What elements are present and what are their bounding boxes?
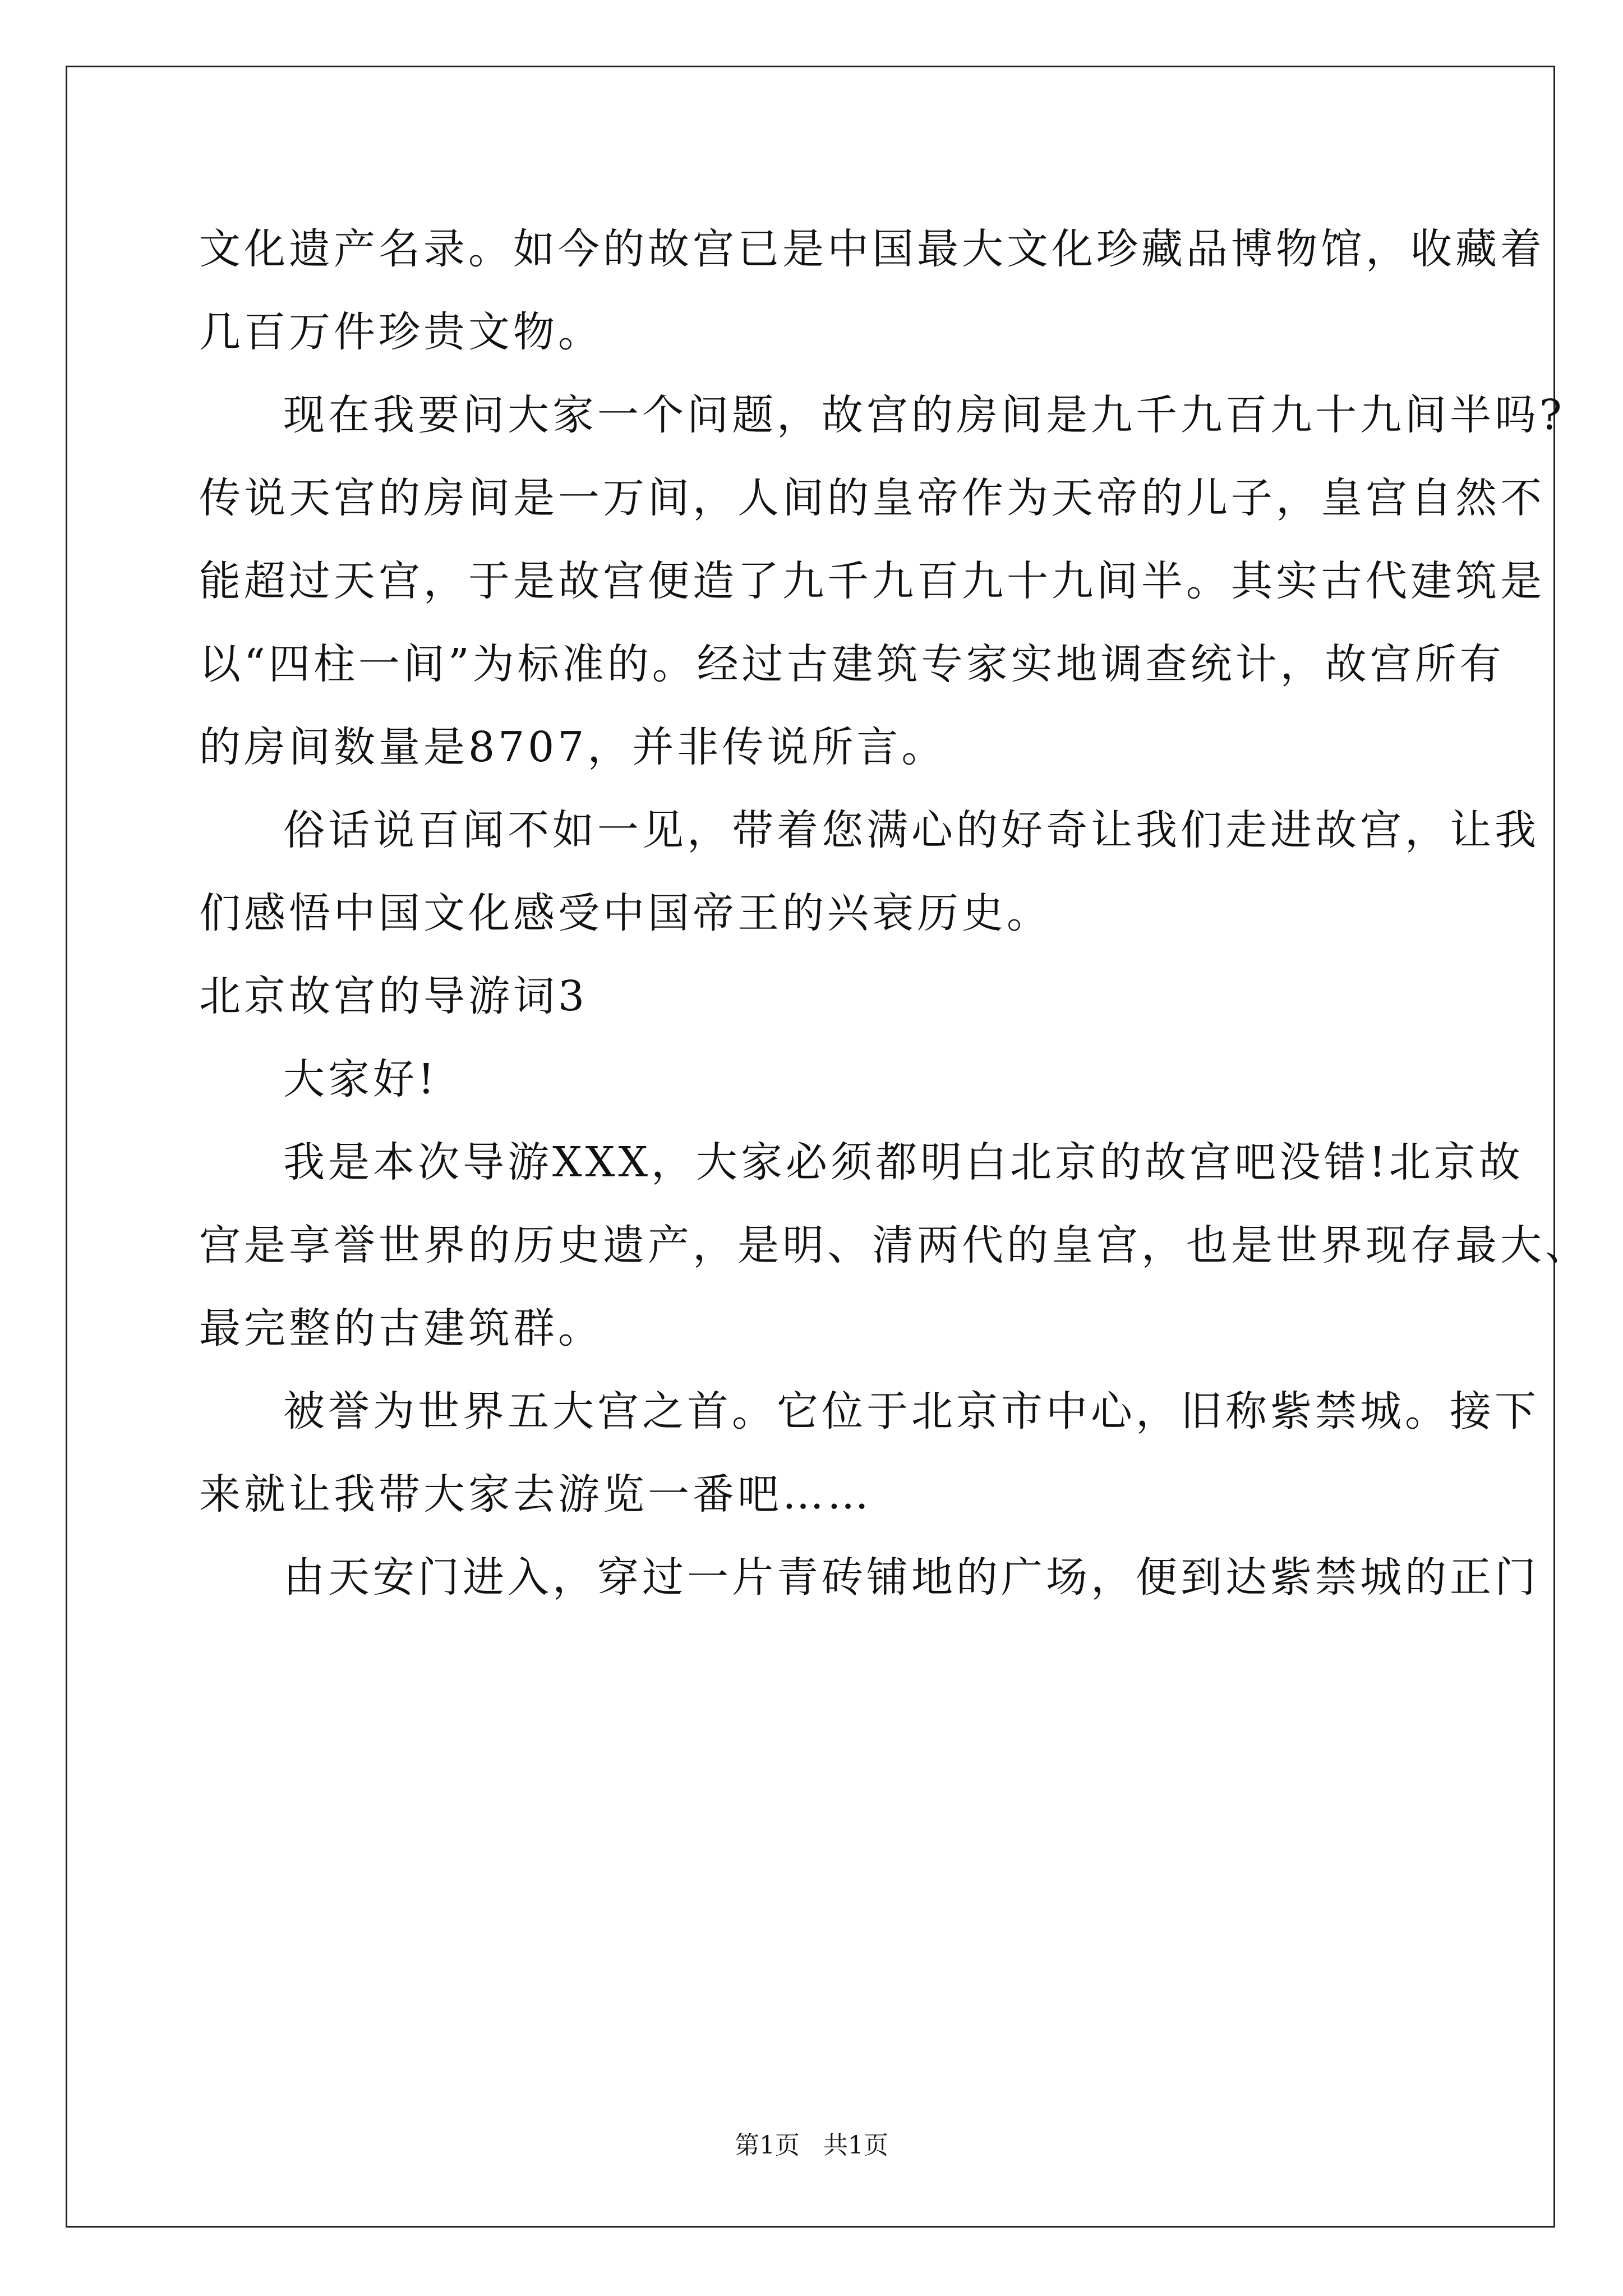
text-line: 传说天宫的房间是一万间，人间的皇帝作为天帝的儿子，皇宫自然不 — [199, 474, 1545, 522]
text-line: 几百万件珍贵文物。 — [199, 308, 603, 356]
text-line: 能超过天宫，于是故宫便造了九千九百九十九间半。其实古代建筑是 — [199, 557, 1545, 605]
paragraph-first-line: 现在我要问大家一个问题，故宫的房间是九千九百九十九间半吗? — [283, 391, 1565, 439]
text-line: 的房间数量是8707，并非传说所言。 — [199, 723, 947, 771]
paragraph-first-line: 由天安门进入，穿过一片青砖铺地的广场，便到达紫禁城的正门 — [283, 1553, 1539, 1602]
paragraph-first-line: 俗话说百闻不如一见，带着您满心的好奇让我们走进故宫，让我 — [283, 806, 1539, 854]
paragraph-first-line: 我是本次导游XXX，大家必须都明白北京的故宫吧没错!北京故 — [283, 1138, 1524, 1186]
section-heading: 北京故宫的导游词3 — [199, 972, 588, 1020]
text-line: 来就让我带大家去游览一番吧…… — [199, 1470, 872, 1519]
text-line: 以“四柱一间”为标准的。经过古建筑专家实地调查统计，故宫所有 — [199, 640, 1505, 688]
page-footer — [0, 2129, 1623, 2162]
text-line: 们感悟中国文化感受中国帝王的兴衰历史。 — [199, 889, 1052, 937]
greeting-line: 大家好! — [283, 1055, 438, 1103]
paragraph-first-line: 被誉为世界五大宫之首。它位于北京市中心，旧称紫禁城。接下 — [283, 1387, 1539, 1435]
text-line: 宫是享誉世界的历史遗产，是明、清两代的皇宫，也是世界现存最大、 — [199, 1221, 1590, 1269]
text-line: 最完整的古建筑群。 — [199, 1304, 603, 1352]
text-line: 文化遗产名录。如今的故宫已是中国最大文化珍藏品博物馆，收藏着 — [199, 225, 1545, 273]
page-number: 第1页 — [735, 2131, 800, 2160]
page-total: 共1页 — [823, 2131, 888, 2160]
document-body — [199, 208, 1590, 1619]
